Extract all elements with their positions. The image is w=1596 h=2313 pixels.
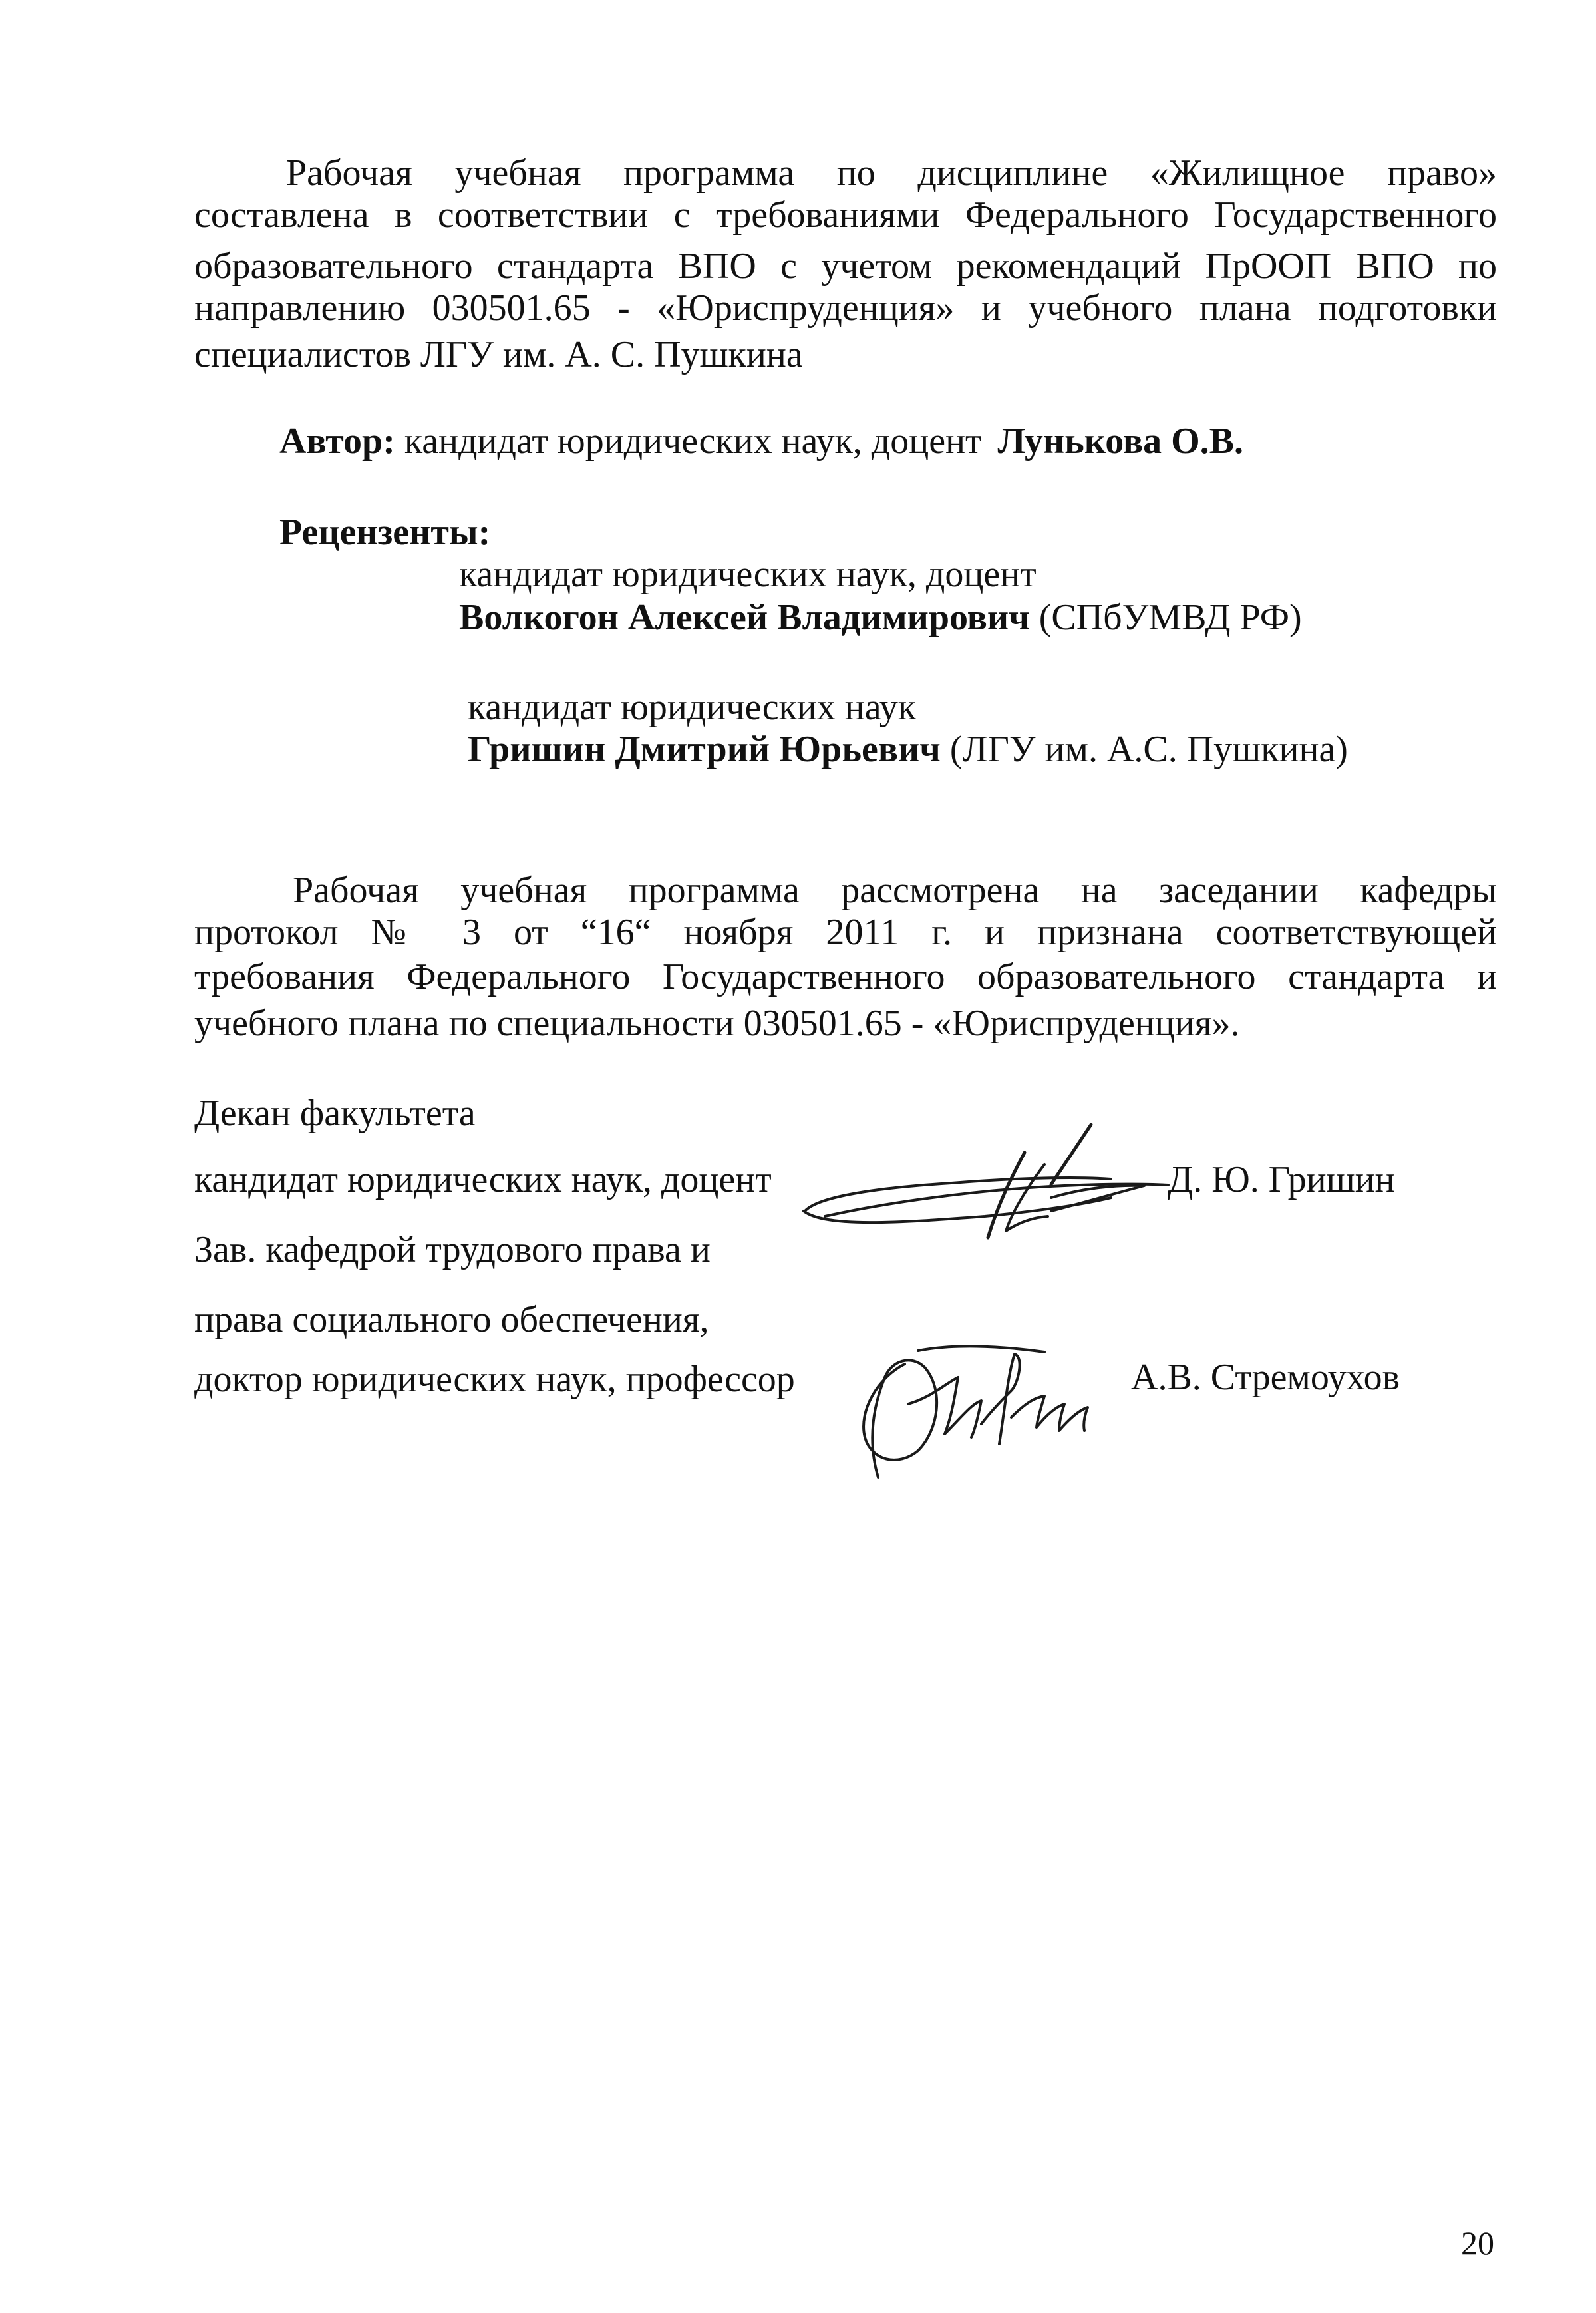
dean-degree: кандидат юридических наук, доцент	[194, 1159, 772, 1200]
head-name: А.В. Стремоухов	[1131, 1357, 1400, 1398]
intro-line-3: образовательного стандарта ВПО с учетом рекомендаций ПрООП ВПО по	[194, 246, 1497, 287]
page-number: 20	[1461, 2224, 1494, 2262]
review-line-3: требования Федерального Государственного образовательного стандарта и	[194, 956, 1497, 997]
dean-name: Д. Ю. Гришин	[1168, 1159, 1395, 1200]
reviewer-1-degree: кандидат юридических наук, доцент	[459, 554, 1037, 595]
head-title-2: права социального обеспечения,	[194, 1299, 709, 1340]
reviewers-heading: Рецензенты:	[279, 512, 491, 553]
author-line	[279, 423, 1243, 460]
author-label: Автор:	[279, 421, 395, 462]
reviewer-2-org: (ЛГУ им. А.С. Пушкина)	[949, 729, 1348, 770]
head-degree: доктор юридических наук, профессор	[194, 1359, 795, 1400]
dean-signature	[798, 1105, 1171, 1244]
reviewer-1-line	[459, 599, 1302, 636]
reviewer-1-org: (СПбУМВД РФ)	[1038, 597, 1302, 638]
reviewer-2-line	[468, 731, 1348, 768]
head-title-1: Зав. кафедрой трудового права и	[194, 1229, 711, 1270]
review-line-4: учебного плана по специальности 030501.65 - «Юриспруденция».	[194, 1003, 1240, 1044]
intro-line-2: составлена в соответствии с требованиями Федерального Государственного	[194, 194, 1497, 236]
reviewer-1-name: Волкогон Алексей Владимирович	[459, 597, 1030, 638]
review-line-1: Рабочая учебная программа рассмотрена на заседании кафедры	[293, 870, 1497, 911]
head-signature	[845, 1337, 1138, 1491]
dean-title: Декан факультета	[194, 1093, 476, 1134]
reviewer-2-degree: кандидат юридических наук	[468, 687, 916, 728]
reviewer-2-name: Гришин Дмитрий Юрьевич	[468, 729, 941, 770]
author-position: кандидат юридических наук, доцент	[404, 421, 982, 462]
author-name: Лунькова О.В.	[997, 421, 1244, 462]
intro-line-5: специалистов ЛГУ им. А. С. Пушкина	[194, 334, 803, 375]
intro-line-4: направлению 030501.65 - «Юриспруденция» и учебного плана подготовки	[194, 287, 1497, 329]
review-line-2: протокол № 3 от “16“ ноября 2011 г. и признана соответствующей	[194, 912, 1497, 953]
intro-line-1: Рабочая учебная программа по дисциплине «Жилищное право»	[286, 152, 1497, 194]
